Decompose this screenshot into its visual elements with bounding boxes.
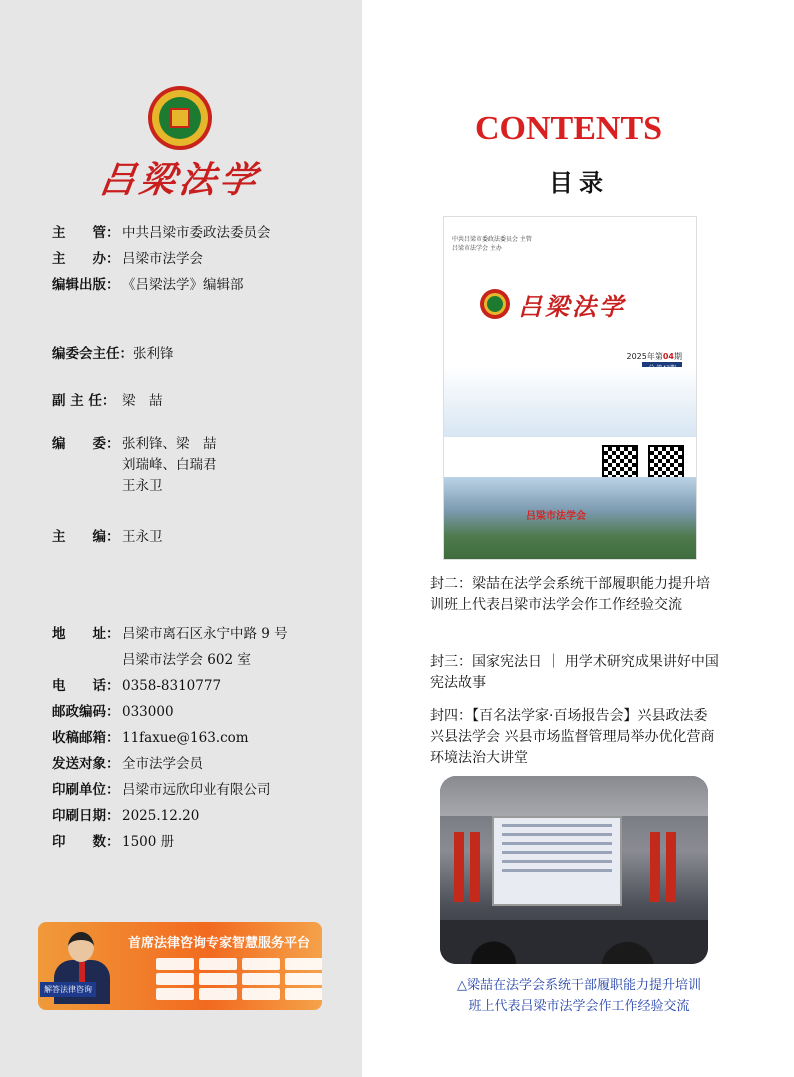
info-block-deputy — [52, 388, 163, 414]
printer-label: 印刷单位： — [52, 782, 120, 798]
address-line-1: 吕梁市离石区永宁中路 9 号 — [122, 626, 288, 642]
postcode-value: 033000 — [122, 704, 174, 720]
contents-heading-cn: 目录 — [549, 169, 609, 197]
toc-entry-cover-4[interactable]: 封四：【百名法学家·百场报告会】兴县政法委 兴县法学会 兴县市场监督管理局举办优化营商环境法治大讲堂 — [430, 708, 715, 766]
qr-code-icon — [602, 445, 638, 481]
printer-value: 吕梁市远欣印业有限公司 — [122, 782, 271, 798]
presentation-screen — [492, 816, 622, 906]
members-line-1: 张利锋、梁 喆 — [122, 436, 217, 452]
info-block-director — [52, 341, 174, 367]
cover-issue-number: 2025年第04期 — [626, 352, 682, 361]
journal-masthead: 吕梁法学 — [96, 159, 263, 201]
toc-entry-cover-2[interactable]: 封二：梁喆在法学会系统干部履职能力提升培训班上代表吕梁市法学会作工作经验交流 — [430, 576, 710, 613]
copies-label: 印 数： — [52, 834, 120, 850]
members-line-2: 刘瑞峰、白瑞君 — [122, 457, 217, 473]
publisher-value: 《吕梁法学》编辑部 — [122, 277, 244, 293]
organizer-label: 主 办： — [52, 251, 120, 267]
address-label: 地 址： — [52, 626, 120, 642]
phone-label: 电 话： — [52, 678, 120, 694]
email-label: 收稿邮箱： — [52, 730, 120, 746]
lecture-photo — [440, 776, 708, 964]
director-label: 编委会主任： — [52, 346, 133, 362]
service-grid — [156, 958, 322, 1000]
contents-heading: CONTENTS — [475, 110, 663, 147]
organizer-value: 吕梁市法学会 — [122, 251, 203, 267]
cover-city-label: 吕梁市法学会 — [526, 511, 586, 522]
toc-entry-cover-3[interactable]: 封三：国家宪法日 ｜ 用学术研究成果讲好中国宪法故事 — [430, 654, 719, 691]
print-date-value: 2025.12.20 — [122, 808, 200, 824]
copies-value: 1500 册 — [122, 834, 175, 850]
distribution-label: 发送对象： — [52, 756, 120, 772]
editor-label: 主 编： — [52, 529, 120, 545]
phone-value: 0358-8310777 — [122, 678, 222, 694]
cover-title: 吕梁法学 — [518, 292, 626, 321]
info-block-members — [52, 434, 217, 497]
address-line-2: 吕梁市法学会 602 室 — [122, 652, 251, 668]
members-label: 编 委： — [52, 436, 120, 452]
deputy-label: 副 主 任： — [52, 393, 116, 409]
print-date-label: 印刷日期： — [52, 808, 120, 824]
legal-service-banner[interactable] — [38, 922, 322, 1010]
issue-cover-thumbnail — [443, 216, 697, 560]
email-value: 11faxue@163.com — [122, 730, 249, 746]
info-block-editor — [52, 524, 163, 550]
qr-code-icon — [648, 445, 684, 481]
law-society-emblem — [148, 86, 212, 150]
director-value: 张利锋 — [133, 346, 174, 362]
banner-title: 首席法律咨询专家智慧服务平台 — [128, 936, 311, 951]
publisher-label: 编辑出版： — [52, 277, 120, 293]
masthead-panel — [0, 0, 362, 1077]
members-line-3: 王永卫 — [122, 478, 163, 494]
distribution-value: 全市法学会员 — [122, 756, 203, 772]
info-block-publishing — [52, 220, 271, 298]
editor-value: 王永卫 — [122, 529, 163, 545]
sponsor-label: 主 管： — [52, 225, 120, 241]
deputy-value: 梁 喆 — [122, 393, 163, 409]
postcode-label: 邮政编码： — [52, 704, 120, 720]
cover-emblem — [480, 289, 510, 319]
consult-badge: 解答法律咨询 — [40, 982, 96, 997]
sponsor-value: 中共吕梁市委政法委员会 — [122, 225, 271, 241]
photo-caption: △梁喆在法学会系统干部履职能力提升培训班上代表吕梁市法学会作工作经验交流 — [457, 978, 701, 1014]
cover-publisher-lines: 中共吕梁市委政法委员会 主管 吕梁市法学会 主办 — [452, 236, 532, 252]
info-block-contact — [52, 621, 288, 855]
